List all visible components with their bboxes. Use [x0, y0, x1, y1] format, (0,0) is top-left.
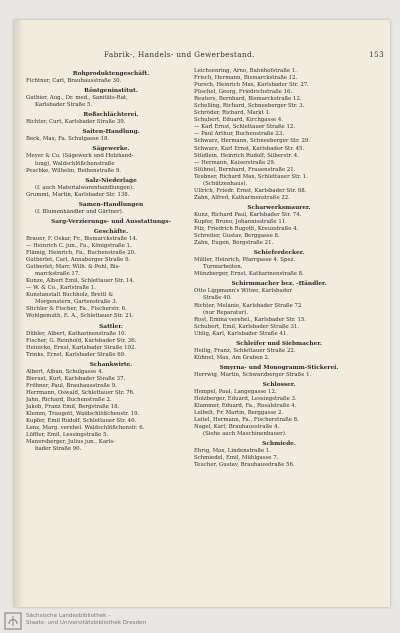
- directory-entry: Peschke, Wilhelm, Reihenstraße 9.: [26, 167, 122, 174]
- directory-entry: Dübler, Albert, Katharinenstraße 10.: [26, 330, 127, 337]
- section-heading: Scharwerksmaurer.: [247, 204, 311, 211]
- directory-entry: Teucher, Gustav, Brauhausstraße 56.: [194, 462, 295, 469]
- directory-entry: Schreiter, Gustav, Berggasse 8.: [194, 233, 280, 240]
- entry-continuation: Straße 40.: [203, 295, 232, 302]
- section-heading: Sattler.: [99, 323, 123, 330]
- section-heading: Sarg-Verzierungs- und Ausstattungs-: [51, 218, 171, 225]
- directory-entry: Hempel, Paul, Langegasse 12.: [194, 389, 277, 396]
- entry-continuation: (Siehe auch Maschinenbauer).: [203, 431, 287, 438]
- left-column: [26, 68, 196, 453]
- section-heading: Schlosser.: [262, 381, 296, 388]
- directory-entry: Leitel, Hermann, Fa., Fischerstraße 8.: [194, 417, 299, 424]
- directory-entry: Heilig, Franz, Schlettauer Straße 22.: [194, 347, 296, 354]
- section-heading: Samen-Handlungen: [78, 201, 144, 208]
- directory-entry: Kupfer, Bruno, Johannisstraße 11.: [194, 218, 287, 225]
- library-name-line-2: Staats- und Universitätsbibliothek Dresden: [26, 620, 147, 626]
- directory-entry: Fischer, G. Reinhold, Karlsbader Str. 36.: [26, 337, 137, 344]
- directory-entry: Zahn, Alfred, Katharinenstraße 22.: [194, 194, 290, 201]
- directory-entry: Albert, Alban, Schulgasse 4.: [26, 368, 104, 375]
- directory-entry: Pursch, Heinrich Max, Karlsbader Str. 27.: [194, 82, 309, 89]
- directory-entry: Grummt, Martin, Karlsbader Str. 138.: [26, 191, 130, 198]
- directory-entry: Kühnel, Max, Am Graben 2.: [194, 354, 270, 361]
- directory-entry: Fichtner, Carl, Brauhausstraße 30.: [26, 78, 122, 85]
- page-number: 153: [368, 50, 384, 59]
- directory-entry: Wohlgemuth, E. A., Schlettauer Str. 21.: [26, 313, 134, 320]
- entry-continuation: Turmarbeiten.: [203, 264, 243, 271]
- directory-entry: Nagel, Karl, Brauhausstraße 4.: [194, 424, 280, 431]
- section-heading: Schleifer und Siebmacher.: [236, 340, 322, 347]
- directory-entry: Teubner, Richard Max, Schlettauer Str. 1.: [194, 173, 308, 180]
- entry-continuation: bader Straße 90.: [35, 446, 82, 453]
- directory-entry: Meyer & Co. (Sägewerk und Holzhand-: [26, 153, 134, 160]
- directory-entry: Rost, Emma verehel., Karlsbader Str. 15.: [194, 316, 307, 323]
- directory-entry: Richter, Curt, Karlsbader Straße 39.: [26, 119, 126, 126]
- directory-entry: Müller, Heinrich, Pfarrgasse 4. Spez.: [194, 257, 296, 264]
- directory-entry: Gutberlet, Marr. Wilh. & Pohl, Bis-: [26, 264, 121, 271]
- directory-entry: Leibelt, Fr. Martin, Berggasse 2.: [194, 410, 284, 417]
- directory-entry: Zahn, Eugen, Bergstraße 21.: [194, 240, 274, 247]
- directory-entry: Uhlig, Karl, Karlsbader Straße 41.: [194, 330, 288, 337]
- directory-entry: Klammer, Eduard, Fa., Rosalstraße 4.: [194, 403, 297, 410]
- directory-entry: Lenz, Marg. verehel. Waldschlößchenstr. 6.: [26, 425, 145, 432]
- section-heading: Sägewerke.: [92, 146, 130, 153]
- section-heading: Schankwirte.: [89, 361, 133, 368]
- directory-entry: Ehrig, Max, Lindenstraße 1.: [194, 448, 272, 455]
- directory-entry: — Karl Ernst, Schlettauer Straße 12.: [194, 124, 296, 131]
- directory-entry: Schubert, Eduard, Kirchgasse 4.: [194, 117, 284, 124]
- right-column: [194, 68, 364, 470]
- entry-continuation: (nur Reparatur).: [203, 309, 249, 316]
- entry-continuation: Morgenstern, Gartenstraße 3.: [35, 299, 118, 306]
- directory-entry: Kunze, Albert Emil, Schlettauer Str. 14.: [26, 278, 135, 285]
- directory-entry: Ullrich, Friedr. Ernst, Karlsbader Str. 68.: [194, 187, 307, 194]
- directory-entry: Heinicke, Ernst, Karlsbader Straße 102.: [26, 344, 137, 351]
- directory-entry: Schmiedel, Emil, Mühlgasse 7.: [194, 455, 279, 462]
- section-heading: Geschäfte.: [93, 228, 129, 235]
- entry-continuation: (Schützenhaus).: [203, 180, 248, 187]
- directory-entry: — W. & Co., Karlstraße 1.: [26, 285, 96, 292]
- directory-entry: Leichsenring, Arno, Bahnhofstraße 1.: [194, 68, 297, 74]
- directory-entry: Pilz, Friedrich Rugoth, Kreuzstraße 4.: [194, 226, 299, 233]
- directory-entry: Stüdlein, Heinrich Rudolf, Silberstr. 4.: [194, 152, 299, 159]
- directory-entry: Schwarz, Karl Ernst, Karlsbader Str. 45.: [194, 145, 305, 152]
- directory-entry: Schröder, Richard, Markt 1.: [194, 110, 271, 117]
- directory-entry: Trinks, Ernst, Karlsbader Straße 69.: [26, 351, 126, 358]
- directory-entry: Jahn, Richard, Buchenstraße 2.: [26, 396, 112, 403]
- directory-entry: — Hermann, Kaiserstraße 29.: [194, 159, 276, 166]
- page-header: [14, 50, 384, 62]
- directory-entry: Otto Lippmann's Witwe, Karlsbader: [194, 288, 292, 295]
- entry-continuation: marckstraße 17.: [35, 271, 80, 278]
- directory-entry: Gutberlet, Carl, Annaberger Straße 9.: [26, 257, 131, 264]
- section-heading: Salz-Niederlage: [85, 177, 137, 184]
- directory-entry: Schelling, Richard, Schneeberger Str. 3.: [194, 103, 305, 110]
- section-heading: Rohproduktengeschäft.: [72, 71, 150, 77]
- directory-entry: Münzberger, Ernst, Katharinenstraße 8.: [194, 271, 304, 278]
- entry-continuation: Karlsbader Straße 5.: [35, 102, 93, 109]
- section-heading: Schirmmacher bez. -Händler.: [231, 281, 327, 288]
- directory-entry: Jakob, Franz Emil, Bergstraße 18.: [26, 404, 120, 411]
- directory-entry: Schwarz, Hermann, Schneeberger Str. 29.: [194, 138, 311, 145]
- directory-entry: Gutbier, Aug., Dr. med., Sanitäts-Rat,: [26, 95, 128, 102]
- entry-continuation: lung), Waldschlößchenstraße: [35, 160, 115, 167]
- directory-entry: Holzberger, Eduard, Lessingstraße 3.: [194, 396, 297, 403]
- directory-entry: Stühnel, Bernhard, Frauenstraße 21.: [194, 166, 296, 173]
- running-title: Fabrik-, Handels- und Gewerbestand.: [104, 50, 255, 59]
- directory-entry: Flämig, Heinrich, Fa., Buchenstraße 20.: [26, 250, 136, 257]
- directory-entry: Frisch, Hermann, Bismarckstraße 12.: [194, 75, 298, 82]
- library-logo-icon: [4, 612, 22, 630]
- directory-entry: Brauer, F. Oskar, Fr., Bismarckstraße 14.: [26, 235, 138, 242]
- directory-entry: Kunstanstalt Buchholz, Brettl &: [26, 292, 114, 299]
- directory-entry: Richter, Melanie, Karlsbader Straße 72: [194, 302, 302, 309]
- directory-entry: Herrmann, Oswald, Schlettauer Str. 76.: [26, 389, 135, 396]
- directory-entry: Herrwig, Martin, Schwarzberger Straße 1.: [194, 371, 312, 378]
- section-heading: Saiten-Handlung.: [82, 129, 140, 136]
- directory-entry: Klemm, Traugott, Waldschlößchenstr. 19.: [26, 411, 140, 418]
- section-heading: Röntgeninstitut.: [84, 88, 138, 95]
- entry-continuation: (f. Blumenhändler und Gärtner).: [35, 208, 124, 215]
- directory-entry: Manersberger, Julius jun., Karls-: [26, 439, 115, 446]
- section-heading: Schieferdecker.: [253, 250, 305, 257]
- directory-entry: Kunz, Richard Paul, Karlsbader Str. 74.: [194, 211, 302, 218]
- directory-entry: Bierast, Kurt, Karlsbader Straße 37.: [26, 375, 126, 382]
- section-heading: Schmiede.: [262, 441, 296, 448]
- directory-entry: — Heinrich C. jun., Fa., Königstraße 1.: [26, 242, 132, 249]
- library-name-line-1: Sächsische Landesbibliothek –: [26, 613, 111, 619]
- directory-entry: Stichler & Fischer, Fa., Fischerstr. 6.: [26, 306, 127, 313]
- entry-continuation: (f. auch Materialwarenhandlungen).: [35, 184, 134, 191]
- directory-entry: Schubert, Emil, Karlsbader Straße 31.: [194, 323, 300, 330]
- directory-entry: Reuters, Bernhard, Bismarckstraße 12.: [194, 96, 302, 103]
- directory-entry: Püschel, Georg, Friedrichstraße 16.: [194, 89, 293, 96]
- directory-entry: Kupfer, Emil Rudolf, Schlettauer Str. 46.: [26, 418, 137, 425]
- directory-entry: Löffler, Emil, Lessingstraße 5.: [26, 432, 109, 439]
- section-heading: Smyrna- und Monogramm-Stickerei.: [219, 364, 339, 371]
- directory-entry: Beck, Max, Fa. Schulgasse 18.: [26, 136, 110, 143]
- directory-entry: Fröhner, Paul, Brauhausstraße 9.: [26, 382, 117, 389]
- section-heading: Roßschlächterei.: [83, 112, 139, 119]
- directory-entry: — Paul Arthur, Buchenstraße 23.: [194, 131, 284, 138]
- page-gutter: [14, 20, 24, 607]
